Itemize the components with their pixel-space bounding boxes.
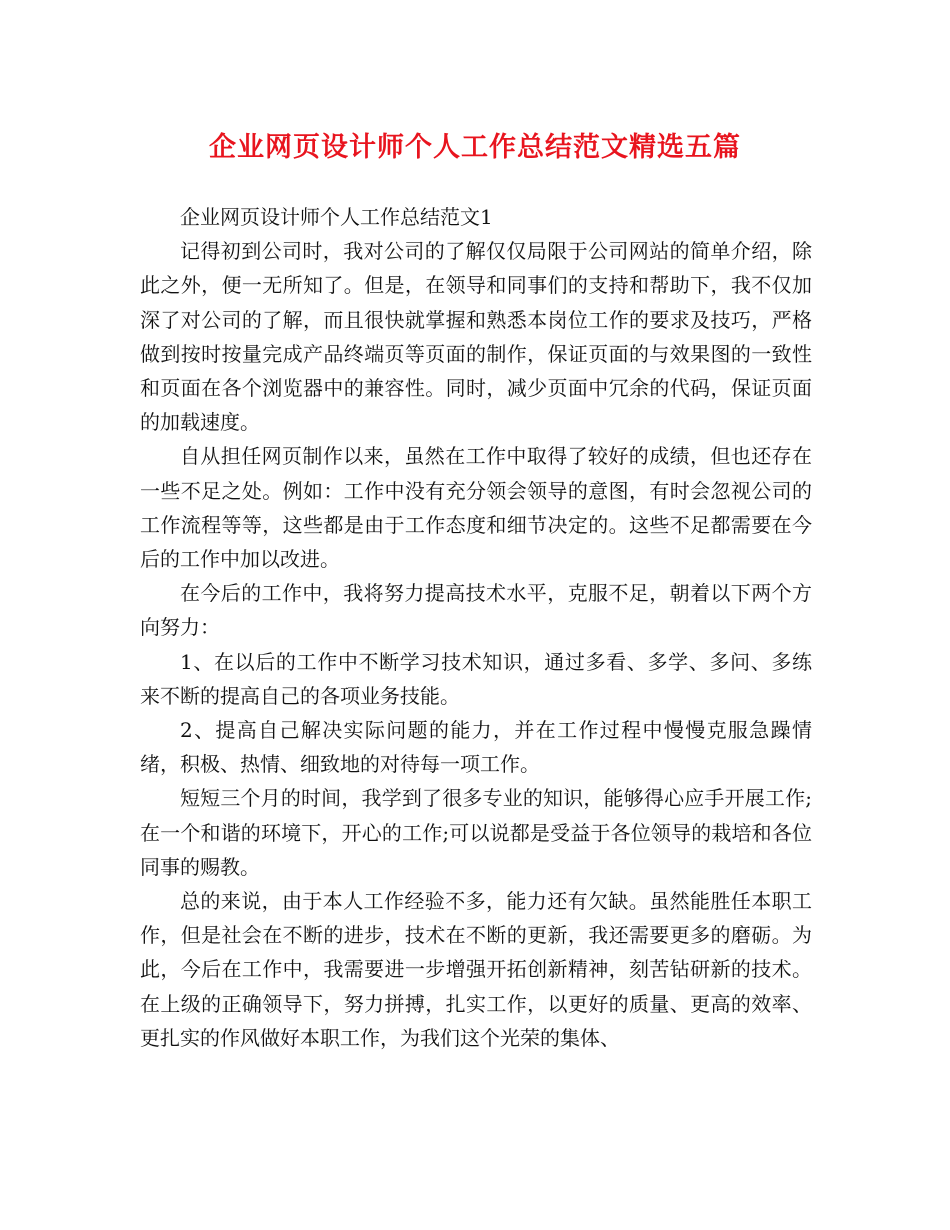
section-heading: 企业网页设计师个人工作总结范文1 [180, 205, 493, 229]
paragraph: 记得初到公司时，我对公司的了解仅仅局限于公司网站的简单介绍，除此之外，便一无所知了。但是，在领导和同事们的支持和帮助下，我不仅加深了对公司的了解，而且很快就掌握和熟悉本岗位工作的要求及技巧，严格做到按时按量完成产品终端页等页面的制作，保证页面的与效果图的一致性和页面在各个浏览器中的兼容性。同时，减少页面中冗余的代码，保证页面的加载速度。 [140, 239, 812, 435]
paragraph: 总的来说，由于本人工作经验不多，能力还有欠缺。虽然能胜任本职工作，但是社会在不断的进步，技术在不断的更新，我还需要更多的磨砺。为此，今后在工作中，我需要进一步增强开拓创新精神，刻苦钻研新的技术。在上级的正确领导下，努力拼搏，扎实工作，以更好的质量、更高的效率、更扎实的作风做好本职工作，为我们这个光荣的集体、 [140, 889, 812, 1050]
document-title: 企业网页设计师个人工作总结范文精选五篇 [209, 132, 741, 163]
list-item: 1、在以后的工作中不断学习技术知识，通过多看、多学、多问、多练来不断的提高自己的各项业务技能。 [140, 649, 812, 708]
paragraph: 在今后的工作中，我将努力提高技术水平，克服不足，朝着以下两个方向努力： [140, 581, 812, 640]
document-body [140, 200, 812, 1055]
paragraph: 自从担任网页制作以来，虽然在工作中取得了较好的成绩，但也还存在一些不足之处。例如：工作中没有充分领会领导的意图，有时会忽视公司的工作流程等等，这些都是由于工作态度和细节决定的。这些不足都需要在今后的工作中加以改进。 [140, 444, 812, 572]
list-item: 2、提高自己解决实际问题的能力，并在工作过程中慢慢克服急躁情绪，积极、热情、细致地的对待每一项工作。 [140, 718, 812, 777]
paragraph: 短短三个月的时间，我学到了很多专业的知识，能够得心应手开展工作;在一个和谐的环境下，开心的工作;可以说都是受益于各位领导的栽培和各位同事的赐教。 [140, 786, 812, 879]
